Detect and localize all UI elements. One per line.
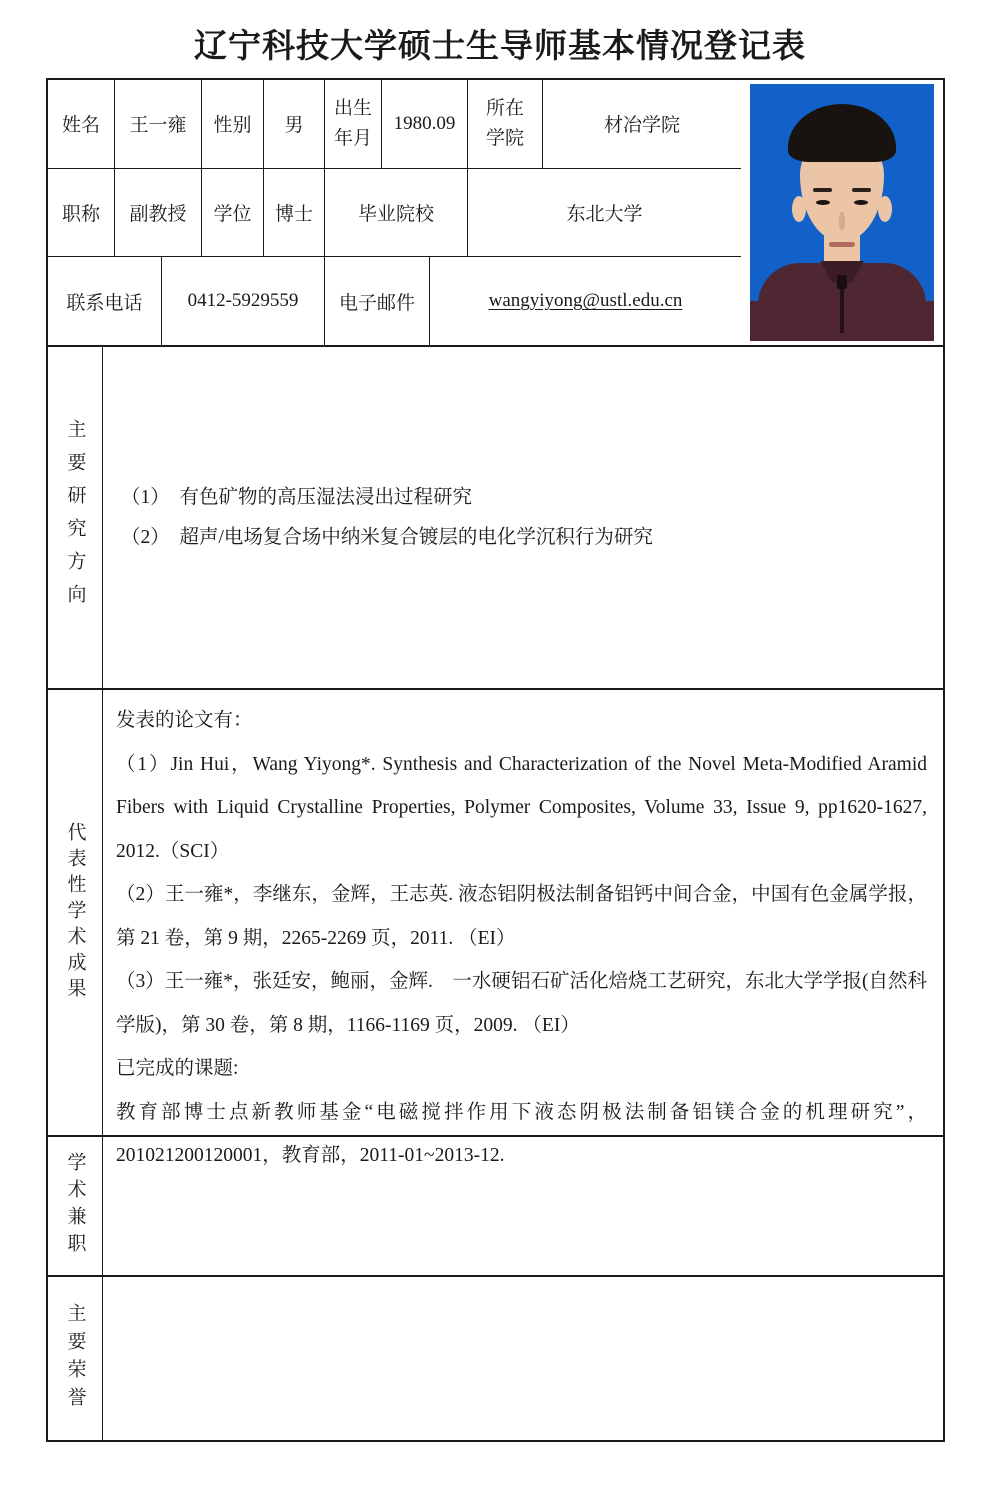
degree-label: 学位 bbox=[202, 169, 264, 257]
prof-title-value: 副教授 bbox=[115, 169, 202, 257]
prof-title-label: 职称 bbox=[48, 169, 115, 257]
academic-posts-section bbox=[48, 1137, 943, 1277]
school-label: 毕业院校 bbox=[325, 169, 468, 257]
degree-value: 博士 bbox=[264, 169, 325, 257]
registration-form-table bbox=[46, 78, 945, 1442]
completed-projects-heading: 已完成的课题: bbox=[116, 1058, 239, 1079]
supervisor-photo bbox=[750, 84, 934, 341]
row-title bbox=[48, 169, 741, 258]
honors-label: 主要荣誉 bbox=[48, 1277, 103, 1440]
honors-section bbox=[48, 1277, 943, 1440]
basic-info-grid bbox=[48, 80, 741, 345]
birth-label: 出生年月 bbox=[325, 80, 382, 168]
phone-value: 0412-5929559 bbox=[162, 257, 325, 345]
row-name bbox=[48, 80, 741, 169]
birth-value: 1980.09 bbox=[382, 80, 468, 168]
school-value: 东北大学 bbox=[566, 204, 643, 225]
research-content bbox=[103, 347, 943, 688]
college-label: 所在学院 bbox=[468, 80, 543, 168]
college-value: 材冶学院 bbox=[603, 115, 680, 137]
research-item: （1） 有色矿物的高压湿法浸出过程研究 bbox=[121, 486, 473, 508]
publication-item: （2）王一雍*，李继东，金辉，王志英. 液态铝阴极法制备铝钙中间合金，中国有色金属学报，第 21 卷，第 9 期，2265-2269 页，2011. （EI） bbox=[116, 884, 927, 949]
research-item: （2） 超声/电场复合场中纳米复合镀层的电化学沉积行为研究 bbox=[121, 526, 653, 548]
name-label: 姓名 bbox=[48, 80, 115, 168]
email-value bbox=[430, 257, 741, 345]
photo-cell bbox=[741, 80, 943, 345]
academic-posts-label: 学术兼职 bbox=[48, 1137, 103, 1275]
publications-heading: 发表的论文有： bbox=[116, 710, 253, 731]
page-title: 辽宁科技大学硕士生导师基本情况登记表 bbox=[194, 29, 806, 65]
email-label: 电子邮件 bbox=[325, 257, 430, 345]
achievements-section-label: 代表性学术成果 bbox=[48, 690, 103, 1135]
name-value: 王一雍 bbox=[115, 80, 202, 168]
phone-label: 联系电话 bbox=[48, 257, 162, 345]
basic-info-section bbox=[48, 80, 943, 347]
research-section bbox=[48, 347, 943, 690]
row-contact bbox=[48, 257, 741, 345]
project-item: 教育部博士点新教师基金“电磁搅拌作用下液态阴极法制备铝镁合金的机理研究”，201021200120001，教育部，2011-01~2013-12. bbox=[116, 1101, 927, 1166]
email-link[interactable]: wangyiyong@ustl.edu.cn bbox=[488, 290, 683, 312]
gender-label: 性别 bbox=[202, 80, 264, 168]
achievements-section bbox=[48, 690, 947, 1166]
research-section-label: 主要研究方向 bbox=[48, 347, 103, 688]
publication-item: （1）Jin Hui，Wang Yiyong*. Synthesis and Characterization of the Novel Meta-Modified Aramid Fibers with Liquid Crystalline Properties, Polymer Composites, Volume 33, Issue 9, pp1620-1627, 2012.（SCI） bbox=[116, 753, 947, 862]
achievements-content bbox=[103, 690, 947, 1166]
honors-content bbox=[103, 1277, 943, 1440]
academic-posts-content bbox=[103, 1137, 943, 1275]
publication-item: （3）王一雍*，张廷安，鲍丽，金辉. 一水硬铝石矿活化焙烧工艺研究，东北大学学报(自然科学版)，第 30 卷，第 8 期，1166-1169 页，2009. （EI） bbox=[116, 971, 927, 1036]
gender-value: 男 bbox=[264, 80, 325, 168]
